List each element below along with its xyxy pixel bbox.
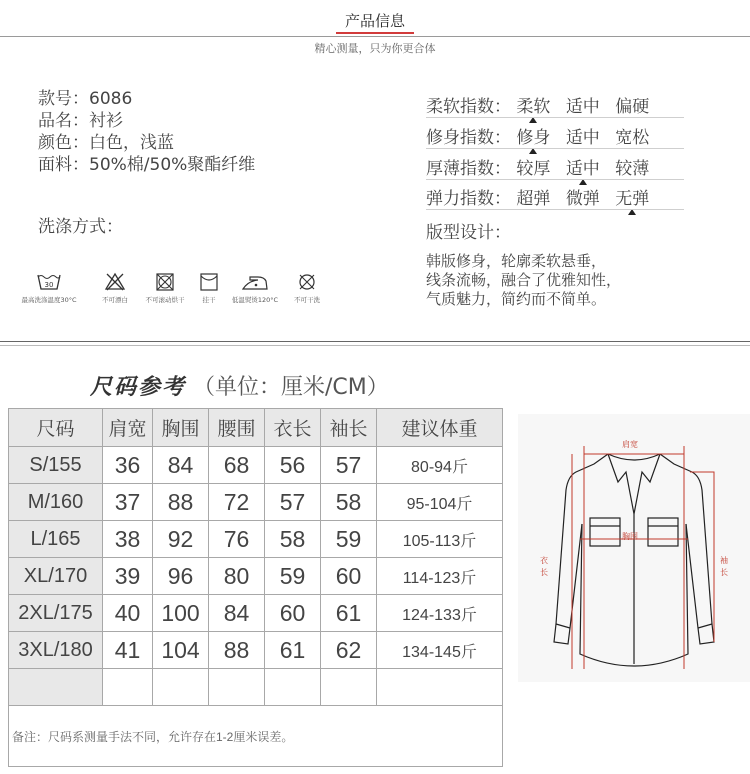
length-label-a: 衣: [540, 556, 548, 565]
table-cell: 88: [209, 632, 265, 669]
chest-label: 胸围: [622, 532, 638, 541]
weight-cell: 114-123斤: [377, 558, 503, 595]
header-cell: 衣长: [265, 409, 321, 447]
no-dry-clean-icon: [294, 272, 320, 292]
table-cell: 68: [209, 447, 265, 484]
index-label: 厚薄指数：: [426, 159, 511, 179]
weight-cell: 105-113斤: [377, 521, 503, 558]
wash-method-label: 洗涤方式：: [38, 217, 123, 237]
design-line: 气质魅力，简约而不简单。: [426, 290, 607, 308]
size-cell: XL/170: [9, 558, 103, 595]
index-option: 偏硬: [615, 97, 650, 117]
table-cell: 61: [265, 632, 321, 669]
table-cell: 84: [153, 447, 209, 484]
table-cell: 62: [321, 632, 377, 669]
index-option: 超弹: [516, 189, 551, 209]
table-cell: 38: [103, 521, 153, 558]
table-cell: 60: [321, 558, 377, 595]
index-divider: [426, 179, 684, 180]
product-info: [38, 88, 255, 176]
design-description: [426, 252, 621, 309]
index-option-selected: 修身: [516, 123, 550, 149]
section-title: 产品信息: [344, 12, 405, 30]
care-label: 不可滚动烘干: [145, 296, 185, 304]
index-divider: [426, 117, 684, 118]
size-cell: S/155: [9, 447, 103, 484]
product-name: 品名：衬衫: [38, 111, 123, 131]
table-cell: 84: [209, 595, 265, 632]
care-label: 不可干洗: [294, 296, 320, 304]
no-bleach-icon: [102, 272, 128, 292]
table-cell: 41: [103, 632, 153, 669]
stretch-index: [426, 184, 659, 210]
wash-30-icon: [36, 272, 62, 292]
header-divider: [0, 36, 750, 37]
table-cell: 57: [265, 484, 321, 521]
index-divider: [426, 209, 684, 210]
size-cell: M/160: [9, 484, 103, 521]
title-underline: [336, 32, 414, 34]
care-label: 最高洗涤温度30°C: [21, 296, 77, 304]
sleeve-label-b: 长: [720, 568, 728, 577]
table-row: [9, 558, 503, 595]
size-cell: 2XL/175: [9, 595, 103, 632]
index-option: 适中: [565, 97, 600, 117]
index-option: 宽松: [615, 128, 650, 148]
shoulder-label: 肩宽: [622, 440, 638, 449]
table-row: [9, 447, 503, 484]
section-subtitle: 精心测量，只为你更合体: [314, 42, 436, 55]
length-label-b: 长: [540, 568, 548, 577]
index-label: 修身指数：: [426, 128, 511, 148]
header-cell: 肩宽: [103, 409, 153, 447]
sleeve-label-a: 袖: [720, 556, 728, 565]
size-heading-unit: （单位：厘米/CM）: [193, 375, 389, 400]
table-row: [9, 632, 503, 669]
index-option: 微弹: [565, 189, 600, 209]
table-cell: 88: [153, 484, 209, 521]
table-row-empty: [9, 669, 503, 706]
table-cell: 76: [209, 521, 265, 558]
care-label: 不可漂白: [102, 296, 128, 304]
table-row: [9, 595, 503, 632]
care-item: [272, 272, 342, 304]
table-cell: 56: [265, 447, 321, 484]
size-cell: L/165: [9, 521, 103, 558]
svg-text:30: 30: [44, 281, 54, 289]
header-cell: 尺码: [9, 409, 103, 447]
style-number: 款号：6086: [38, 89, 133, 109]
table-cell: 57: [321, 447, 377, 484]
table-header-row: [9, 409, 503, 447]
product-color: 颜色：白色，浅蓝: [38, 133, 174, 153]
index-option: 适中: [565, 128, 600, 148]
fit-index: [426, 123, 659, 149]
table-cell: 104: [153, 632, 209, 669]
table-cell: 92: [153, 521, 209, 558]
table-cell: 58: [321, 484, 377, 521]
table-cell: 59: [321, 521, 377, 558]
table-cell: 80: [209, 558, 265, 595]
index-label: 弹力指数：: [426, 189, 511, 209]
weight-cell: 134-145斤: [377, 632, 503, 669]
index-option-selected: 无弹: [615, 184, 649, 210]
table-cell: 61: [321, 595, 377, 632]
table-cell: 72: [209, 484, 265, 521]
table-row: [9, 521, 503, 558]
table-cell: 40: [103, 595, 153, 632]
size-cell: 3XL/180: [9, 632, 103, 669]
table-cell: 59: [265, 558, 321, 595]
table-cell: 96: [153, 558, 209, 595]
design-line: 韩版修身，轮廓柔软悬垂，: [426, 252, 607, 270]
hang-dry-icon: [196, 272, 222, 292]
table-cell: 37: [103, 484, 153, 521]
product-fabric: 面料：50%棉/50%聚酯纤维: [38, 155, 256, 175]
index-divider: [426, 148, 684, 149]
index-label: 柔软指数：: [426, 97, 511, 117]
thickness-index: [426, 154, 659, 180]
size-heading-main: 尺码参考: [90, 374, 187, 400]
table-row: [9, 484, 503, 521]
care-item: [14, 272, 84, 304]
iron-low-icon: [240, 272, 270, 292]
table-cell: 60: [265, 595, 321, 632]
size-table: [8, 408, 503, 767]
table-note-row: [9, 706, 503, 767]
weight-cell: 95-104斤: [377, 484, 503, 521]
index-option-selected: 适中: [566, 154, 600, 180]
size-note: 备注：尺码系测量手法不同，允许存在1-2厘米误差。: [9, 706, 503, 767]
design-label: 版型设计：: [426, 223, 511, 243]
header-cell: 胸围: [153, 409, 209, 447]
table-cell: 36: [103, 447, 153, 484]
care-label: 低温熨烫120°C: [231, 296, 279, 304]
measurement-diagram: [518, 414, 750, 682]
header-cell: 建议体重: [377, 409, 503, 447]
index-option-selected: 柔软: [516, 92, 550, 118]
softness-index: [426, 92, 659, 118]
table-cell: 39: [103, 558, 153, 595]
design-line: 线条流畅，融合了优雅知性，: [426, 271, 622, 289]
weight-cell: 124-133斤: [377, 595, 503, 632]
weight-cell: 80-94斤: [377, 447, 503, 484]
table-cell: 100: [153, 595, 209, 632]
index-option: 较薄: [615, 159, 650, 179]
header-cell: 腰围: [209, 409, 265, 447]
section-divider-thin: [0, 345, 750, 346]
section-divider: [0, 341, 750, 342]
index-option: 较厚: [516, 159, 551, 179]
shirt-outline-icon: [518, 414, 750, 682]
header-cell: 袖长: [321, 409, 377, 447]
size-heading: [90, 370, 389, 401]
care-label: 挂干: [202, 296, 216, 304]
table-cell: 58: [265, 521, 321, 558]
